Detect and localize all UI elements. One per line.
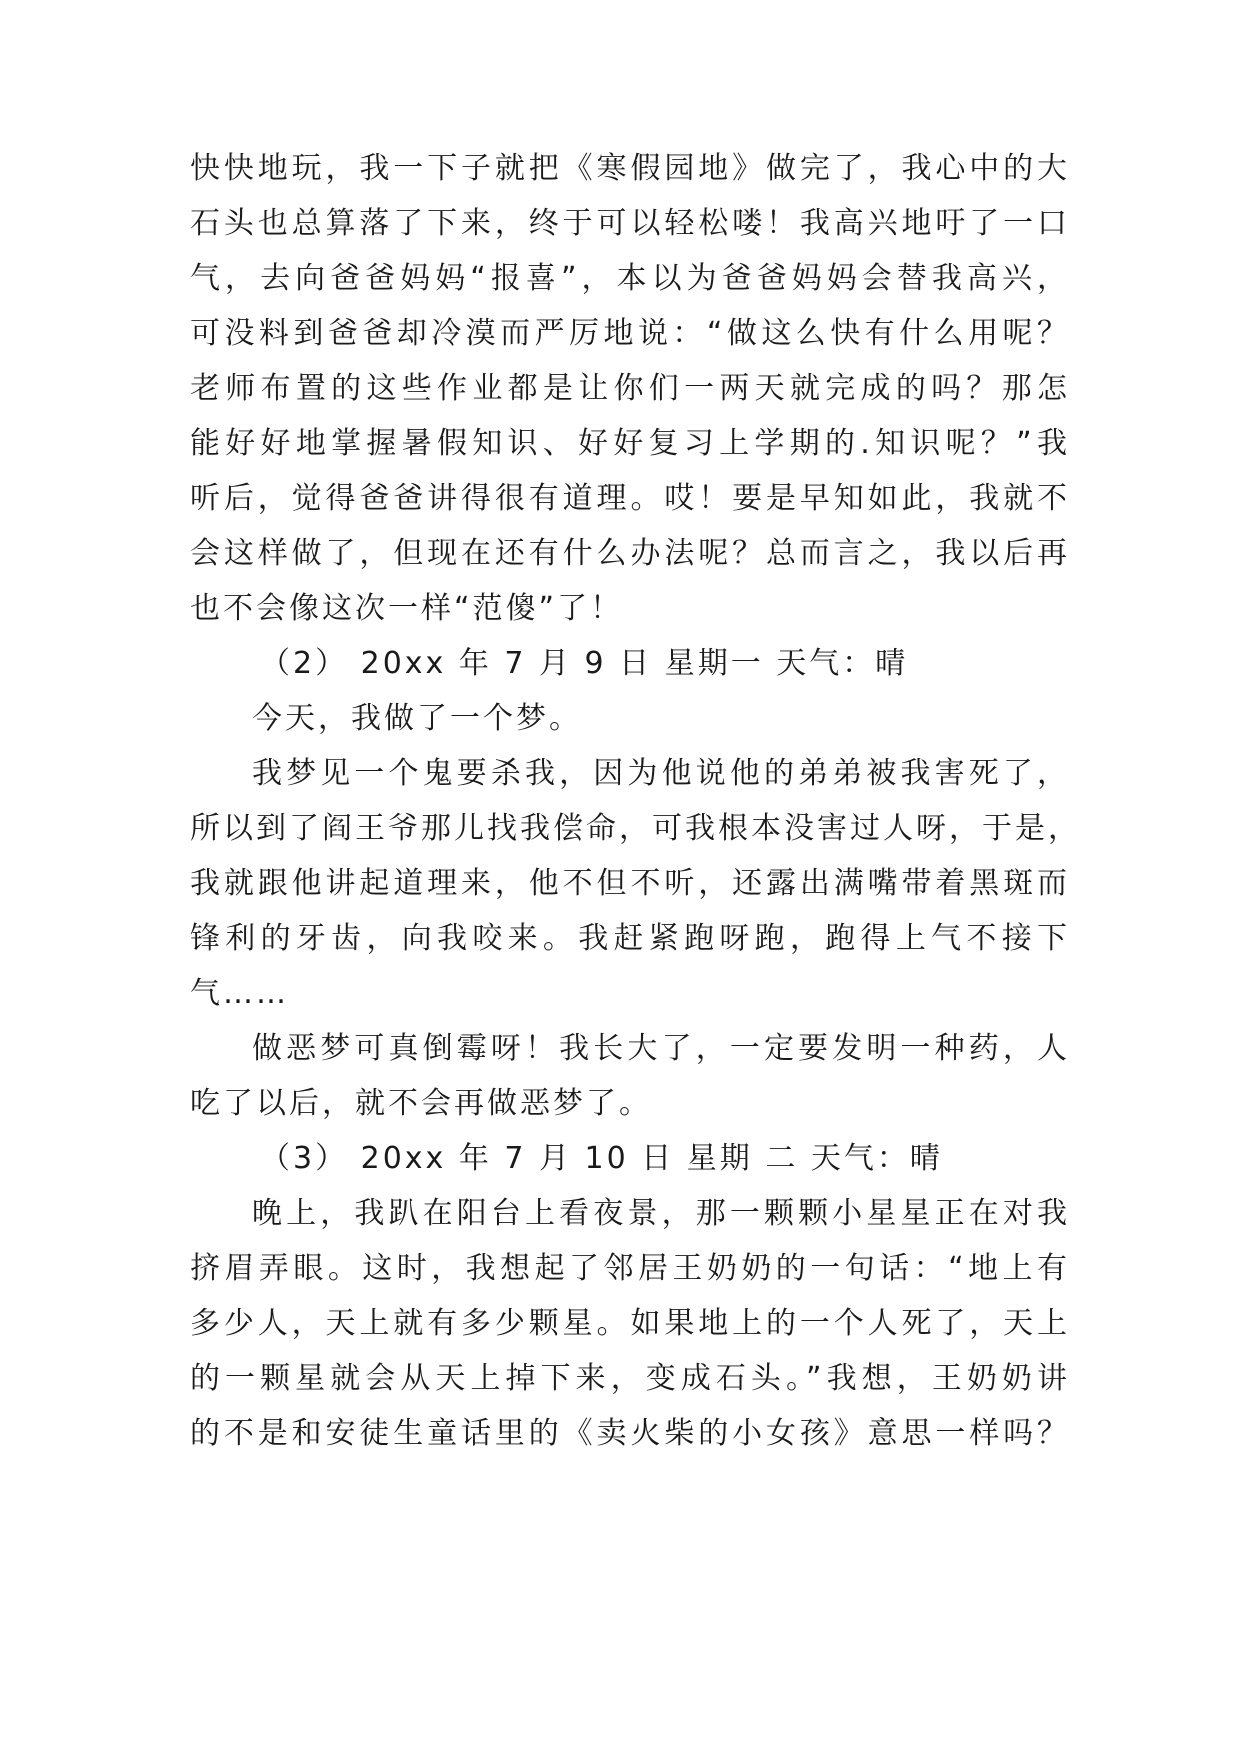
- text-line: 老师布置的这些作业都是让你们一两天就完成的吗？那怎: [190, 371, 1070, 406]
- text-line: 的一颗星就会从天上掉下来，变成石头。”我想，王奶奶讲: [190, 1361, 1070, 1396]
- text-line: 所以到了阎王爷那儿找我偿命，可我根本没害过人呀，于是，: [190, 811, 1081, 846]
- text-line: 气……: [190, 976, 289, 1011]
- text-line: 的不是和安徒生童话里的《卖火柴的小女孩》意思一样吗？: [190, 1416, 1070, 1451]
- text-line: 可没料到爸爸却冷漠而严厉地说：“做这么快有什么用呢？: [190, 316, 1070, 351]
- entry-heading: （2） 20xx 年 7 月 9 日 星期一 天气：晴: [260, 646, 909, 681]
- text-line: 听后，觉得爸爸讲得很有道理。哎！要是早知如此，我就不: [190, 481, 1070, 516]
- text-line: 也不会像这次一样“范傻”了！: [190, 591, 624, 626]
- text-line: 做恶梦可真倒霉呀！我长大了，一定要发明一种药，人: [252, 1031, 1070, 1066]
- text-line: 我就跟他讲起道理来，他不但不听，还露出满嘴带着黑斑而: [190, 866, 1070, 901]
- text-line: 多少人，天上就有多少颗星。如果地上的一个人死了，天上: [190, 1306, 1070, 1341]
- text-line: 挤眉弄眼。这时，我想起了邻居王奶奶的一句话：“地上有: [190, 1251, 1070, 1286]
- text-line: 石头也总算落了下来，终于可以轻松喽！我高兴地吁了一口: [190, 206, 1070, 241]
- text-line: 会这样做了，但现在还有什么办法呢？总而言之，我以后再: [190, 536, 1070, 571]
- text-line: 锋利的牙齿，向我咬来。我赶紧跑呀跑，跑得上气不接下: [190, 921, 1070, 956]
- text-line: 能好好地掌握暑假知识、好好复习上学期的.知识呢？”我: [190, 426, 1070, 461]
- text-line: 气，去向爸爸妈妈“报喜”，本以为爸爸妈妈会替我高兴，: [190, 261, 1070, 296]
- text-line: 快快地玩，我一下子就把《寒假园地》做完了，我心中的大: [190, 151, 1070, 186]
- text-line: 我梦见一个鬼要杀我，因为他说他的弟弟被我害死了，: [252, 756, 1070, 791]
- entry-heading: （3） 20xx 年 7 月 10 日 星期 二 天气：晴: [260, 1141, 943, 1176]
- text-line: 晚上，我趴在阳台上看夜景，那一颗颗小星星正在对我: [252, 1196, 1070, 1231]
- text-line: 今天，我做了一个梦。: [252, 701, 582, 736]
- text-line: 吃了以后，就不会再做恶梦了。: [190, 1086, 652, 1121]
